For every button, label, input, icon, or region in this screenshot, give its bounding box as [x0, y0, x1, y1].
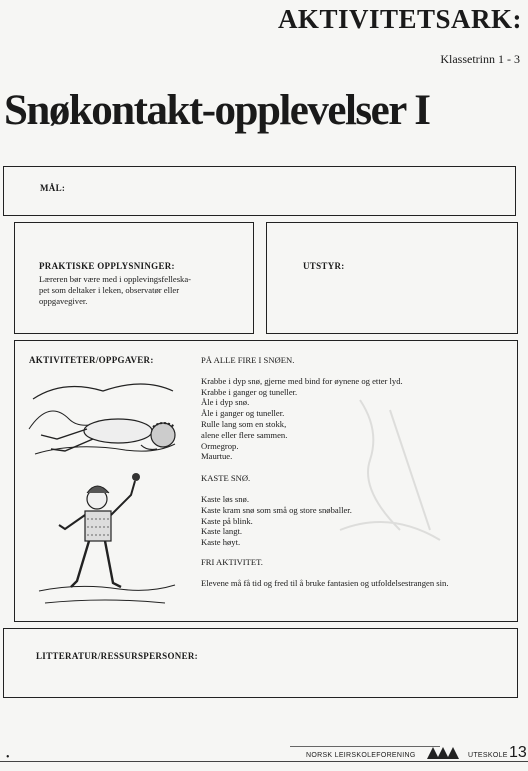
footer-mark: •: [6, 752, 10, 763]
grade-level: Klassetrinn 1 - 3: [440, 52, 520, 66]
text-line: Kaste langt.: [201, 526, 243, 537]
text-line: Krabbe i ganger og tuneller.: [201, 386, 298, 397]
literature-box: [3, 628, 518, 698]
activities-label: AKTIVITETER/OPPGAVER:: [29, 355, 154, 365]
practical-info-label: PRAKTISKE OPPLYSNINGER:: [39, 261, 175, 271]
section-heading: KASTE SNØ.: [201, 473, 251, 484]
page-title: Snøkontakt-opplevelser I: [4, 87, 430, 134]
text-line: pet som deltaker i leken, observatør eller: [39, 284, 180, 295]
text-line: Ormegrop.: [201, 440, 239, 451]
goal-label: MÅL:: [40, 183, 66, 193]
footer-organization: NORSK LEIRSKOLEFORENING: [306, 752, 416, 759]
activities-text: [201, 355, 448, 589]
page-number: 13: [509, 744, 527, 761]
text-line: Rulle lang som en stokk,: [201, 418, 287, 429]
practical-info-text: [39, 274, 191, 306]
activities-box: [14, 340, 518, 622]
sheet-title: AKTIVITETSARK:: [277, 4, 522, 34]
throwing-child-illustration: [35, 469, 185, 609]
text-line: Kaste kram snø som små og store snøballer.: [201, 504, 352, 515]
text-line: Elevene må få tid og fred til å bruke fantasien og utfoldelsestrangen sin.: [201, 577, 449, 588]
practical-info-box: [14, 222, 254, 334]
section-heading: FRI AKTIVITET.: [201, 556, 263, 567]
text-line: Åle i ganger og tuneller.: [201, 408, 285, 419]
footer-divider: [290, 746, 440, 747]
text-line: Kaste på blink.: [201, 515, 253, 526]
footer-series: UTESKOLE: [468, 752, 508, 759]
text-line: Kaste løs snø.: [201, 493, 249, 504]
tree-logo-icon: [423, 746, 463, 760]
crawling-child-illustration: [23, 369, 183, 469]
text-line: Læreren bør være med i opplevingsfelleska-: [39, 274, 192, 284]
equipment-box: [266, 222, 518, 334]
section-heading: PÅ ALLE FIRE I SNØEN.: [201, 355, 295, 365]
footer-rule: [0, 761, 528, 762]
text-line: alene eller flere sammen.: [201, 429, 288, 440]
equipment-label: UTSTYR:: [303, 261, 345, 271]
text-line: oppgavegiver.: [39, 295, 88, 306]
text-line: Krabbe i dyp snø, gjerne med bind for øynene og etter lyd.: [201, 375, 403, 386]
text-line: Maurtue.: [201, 451, 233, 462]
text-line: Åle i dyp snø.: [201, 397, 250, 408]
goal-box: [3, 166, 516, 216]
text-line: Kaste høyt.: [201, 537, 241, 548]
literature-label: LITTERATUR/RESSURSPERSONER:: [36, 651, 198, 661]
